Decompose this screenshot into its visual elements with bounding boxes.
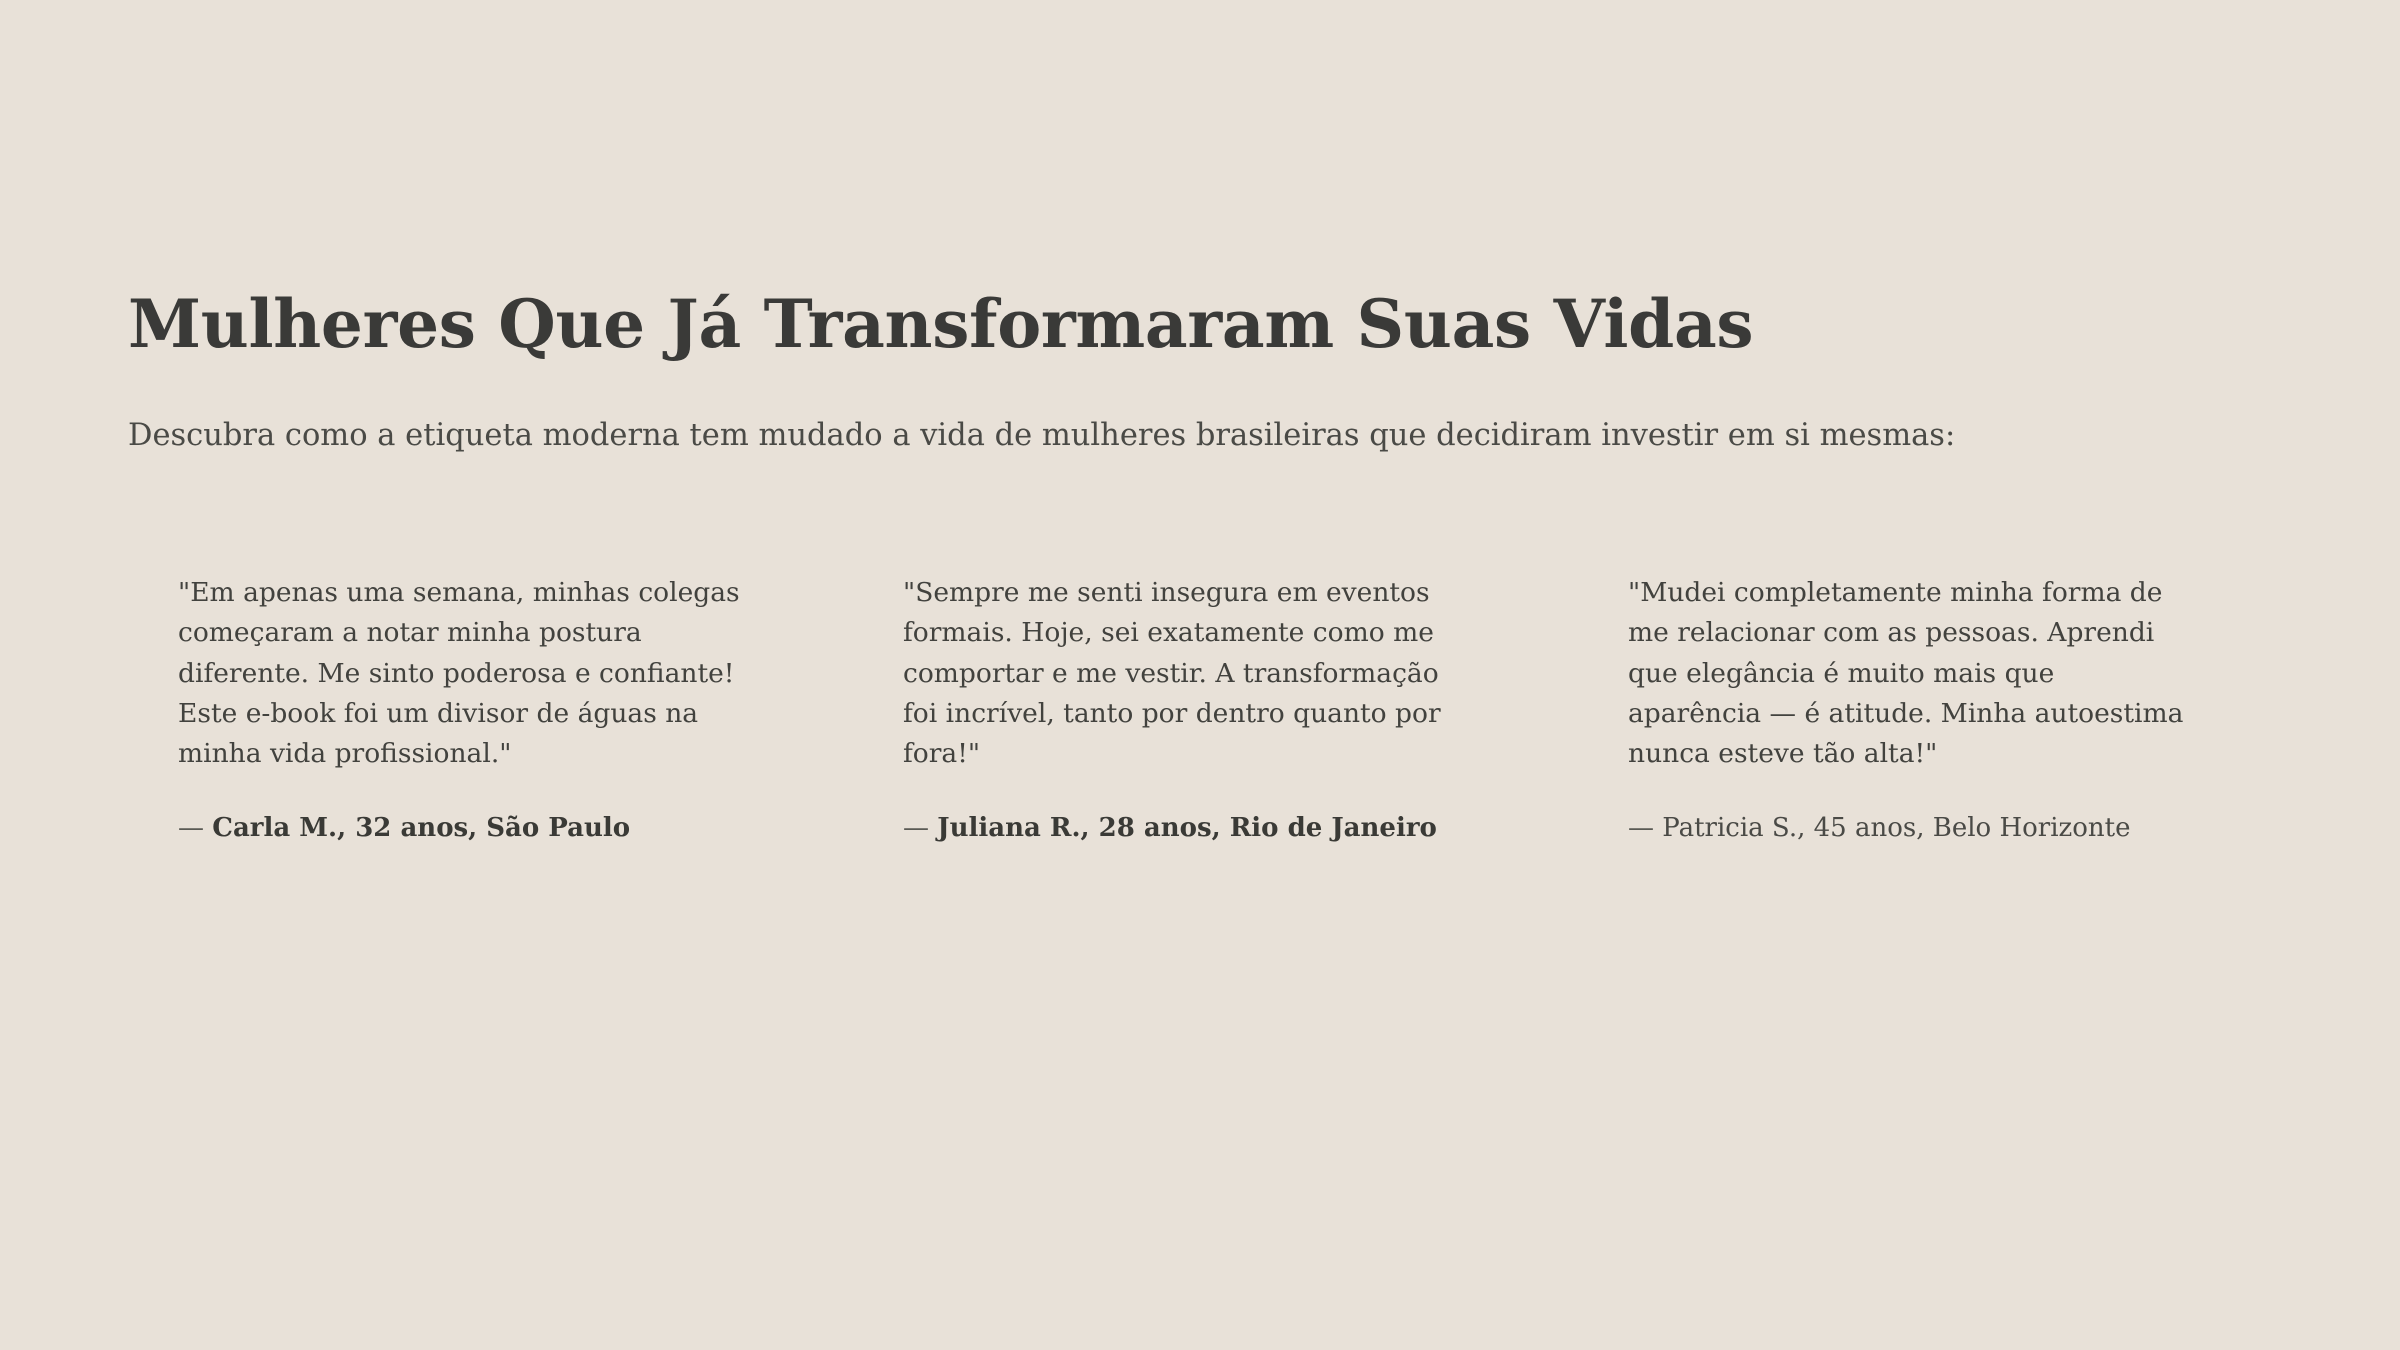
page-title: Mulheres Que Já Transformaram Suas Vidas [128, 285, 1754, 363]
testimonial-quote: "Sempre me senti insegura em eventos formais. Hoje, sei exatamente como me comportar e me vestir. A transformação foi incrível, tanto por dentro quanto por fora!" [903, 577, 1441, 770]
testimonial-card [178, 573, 743, 847]
attribution-dash: — [178, 813, 204, 844]
attribution-name: Juliana R., 28 anos, Rio de Janeiro [937, 813, 1437, 844]
testimonial-list [128, 573, 2272, 847]
testimonial-attribution [178, 774, 743, 846]
testimonial-card [903, 573, 1468, 847]
attribution-name: Carla M., 32 anos, São Paulo [212, 813, 631, 844]
attribution-dash: — [1628, 813, 1654, 844]
testimonial-quote: "Mudei completamente minha forma de me relacionar com as pessoas. Aprendi que elegância é muito mais que aparência — é atitude. Minha autoestima nunca esteve tão alta!" [1628, 577, 2184, 770]
testimonial-attribution [903, 774, 1468, 846]
testimonial-attribution [1628, 774, 2193, 846]
testimonial-card [1628, 573, 2193, 847]
attribution-name: Patricia S., 45 anos, Belo Horizonte [1662, 813, 2131, 844]
testimonial-quote: "Em apenas uma semana, minhas colegas começaram a notar minha postura diferente. Me sinto poderosa e confiante! Este e-book foi um divisor de águas na minha vida profissional." [178, 577, 740, 770]
section-intro-text: Descubra como a etiqueta moderna tem mudado a vida de mulheres brasileiras que decidiram investir em si mesmas: [128, 417, 1956, 453]
attribution-dash: — [903, 813, 929, 844]
